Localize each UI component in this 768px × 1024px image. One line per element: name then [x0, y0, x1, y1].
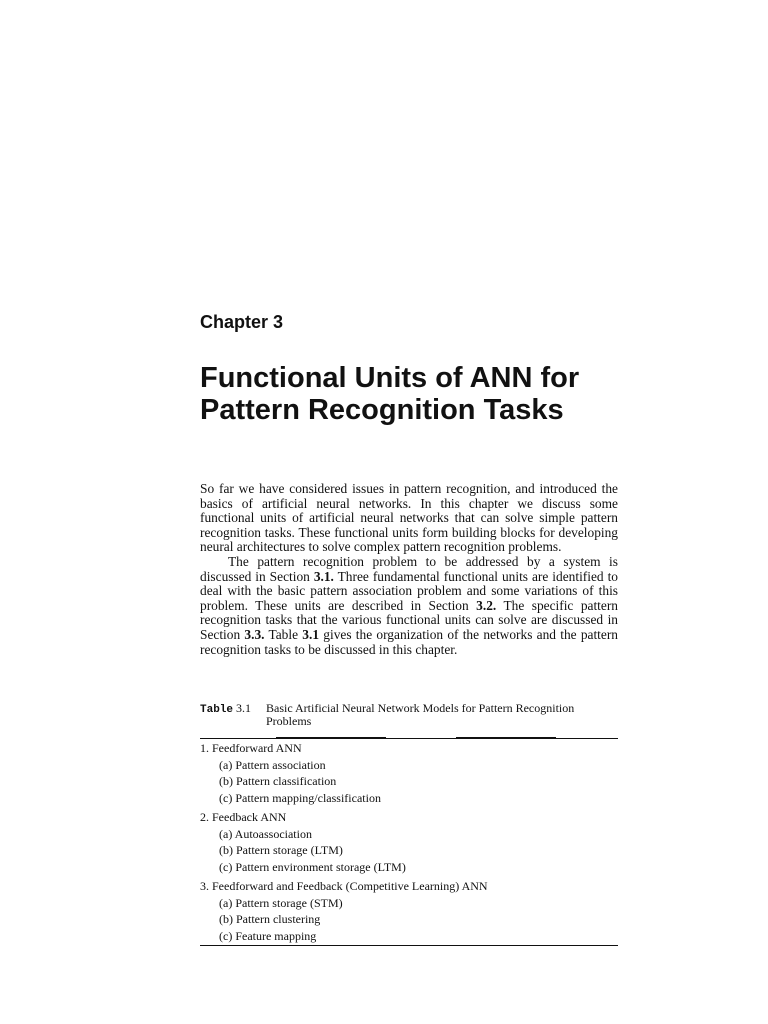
- section-ref-3-3: 3.3.: [244, 626, 265, 642]
- table-caption-label: [200, 702, 266, 728]
- table-item: (a) Autoassociation: [219, 826, 312, 841]
- table-group: [200, 740, 618, 806]
- table-top-rule: [200, 738, 618, 739]
- chapter-title: [200, 362, 640, 426]
- table-caption: [200, 702, 620, 728]
- paragraph-2-part-e: gives the organization of the networks and the pattern recognition tasks to be discussed in this chapter.: [200, 626, 618, 657]
- paragraph-2-part-b: Three fundamental functional units are identified to deal with the basic pattern association problem and some variations of this problem. These units are described in Section: [200, 568, 618, 613]
- table-group-title: 1. Feedforward ANN: [200, 741, 302, 755]
- paragraph-2-part-c: The specific pattern recognition tasks that the various functional units can solve are discussed in Section: [200, 597, 618, 642]
- paragraph-2-part-a: The pattern recognition problem to be addressed by a system is discussed in Section: [200, 553, 618, 584]
- section-ref-3-2: 3.2.: [476, 597, 497, 613]
- table-group-title: 3. Feedforward and Feedback (Competitive Learning) ANN: [200, 879, 488, 893]
- body-text: [200, 482, 618, 657]
- table-item: (a) Pattern association: [219, 757, 326, 772]
- table-item: (a) Pattern storage (STM): [219, 895, 343, 910]
- table-top-rule-accent: [276, 737, 386, 738]
- table-caption-text: Basic Artificial Neural Network Models for Pattern Recognition Problems: [266, 701, 575, 728]
- chapter-title-line-2: Pattern Recognition Tasks: [200, 394, 564, 426]
- table-body: [200, 740, 618, 944]
- table-bottom-rule: [200, 945, 618, 946]
- table-item: (b) Pattern classification: [219, 774, 337, 788]
- paragraph-2: [200, 555, 618, 657]
- table-item: (c) Feature mapping: [219, 928, 317, 943]
- table-item: (c) Pattern environment storage (LTM): [219, 859, 406, 874]
- table-label-number: 3.1: [233, 701, 252, 715]
- table-group-title: 2. Feedback ANN: [200, 810, 287, 824]
- paragraph-2-part-d: Table: [264, 626, 303, 642]
- table-ref-3-1: 3.1: [302, 626, 320, 642]
- table-item: (b) Pattern clustering: [219, 912, 321, 926]
- table-item: (b) Pattern storage (LTM): [219, 843, 343, 857]
- table-item: (c) Pattern mapping/classification: [219, 790, 381, 805]
- table-top-rule-accent: [456, 737, 556, 738]
- chapter-label: Chapter 3: [200, 312, 284, 332]
- chapter-title-line-1: Functional Units of ANN for: [200, 362, 580, 394]
- table-group: [200, 809, 618, 875]
- table-group: [200, 878, 618, 944]
- table-label-word: Table: [200, 704, 234, 716]
- section-ref-3-1: 3.1.: [313, 568, 334, 584]
- paragraph-1: So far we have considered issues in pattern recognition, and introduced the basics of artificial neural networks. In this chapter we discuss some functional units of artificial neural networks that can solve simple pattern recognition tasks. These functional units form building blocks for developing neural architectures to solve complex pattern recognition problems.: [200, 481, 618, 555]
